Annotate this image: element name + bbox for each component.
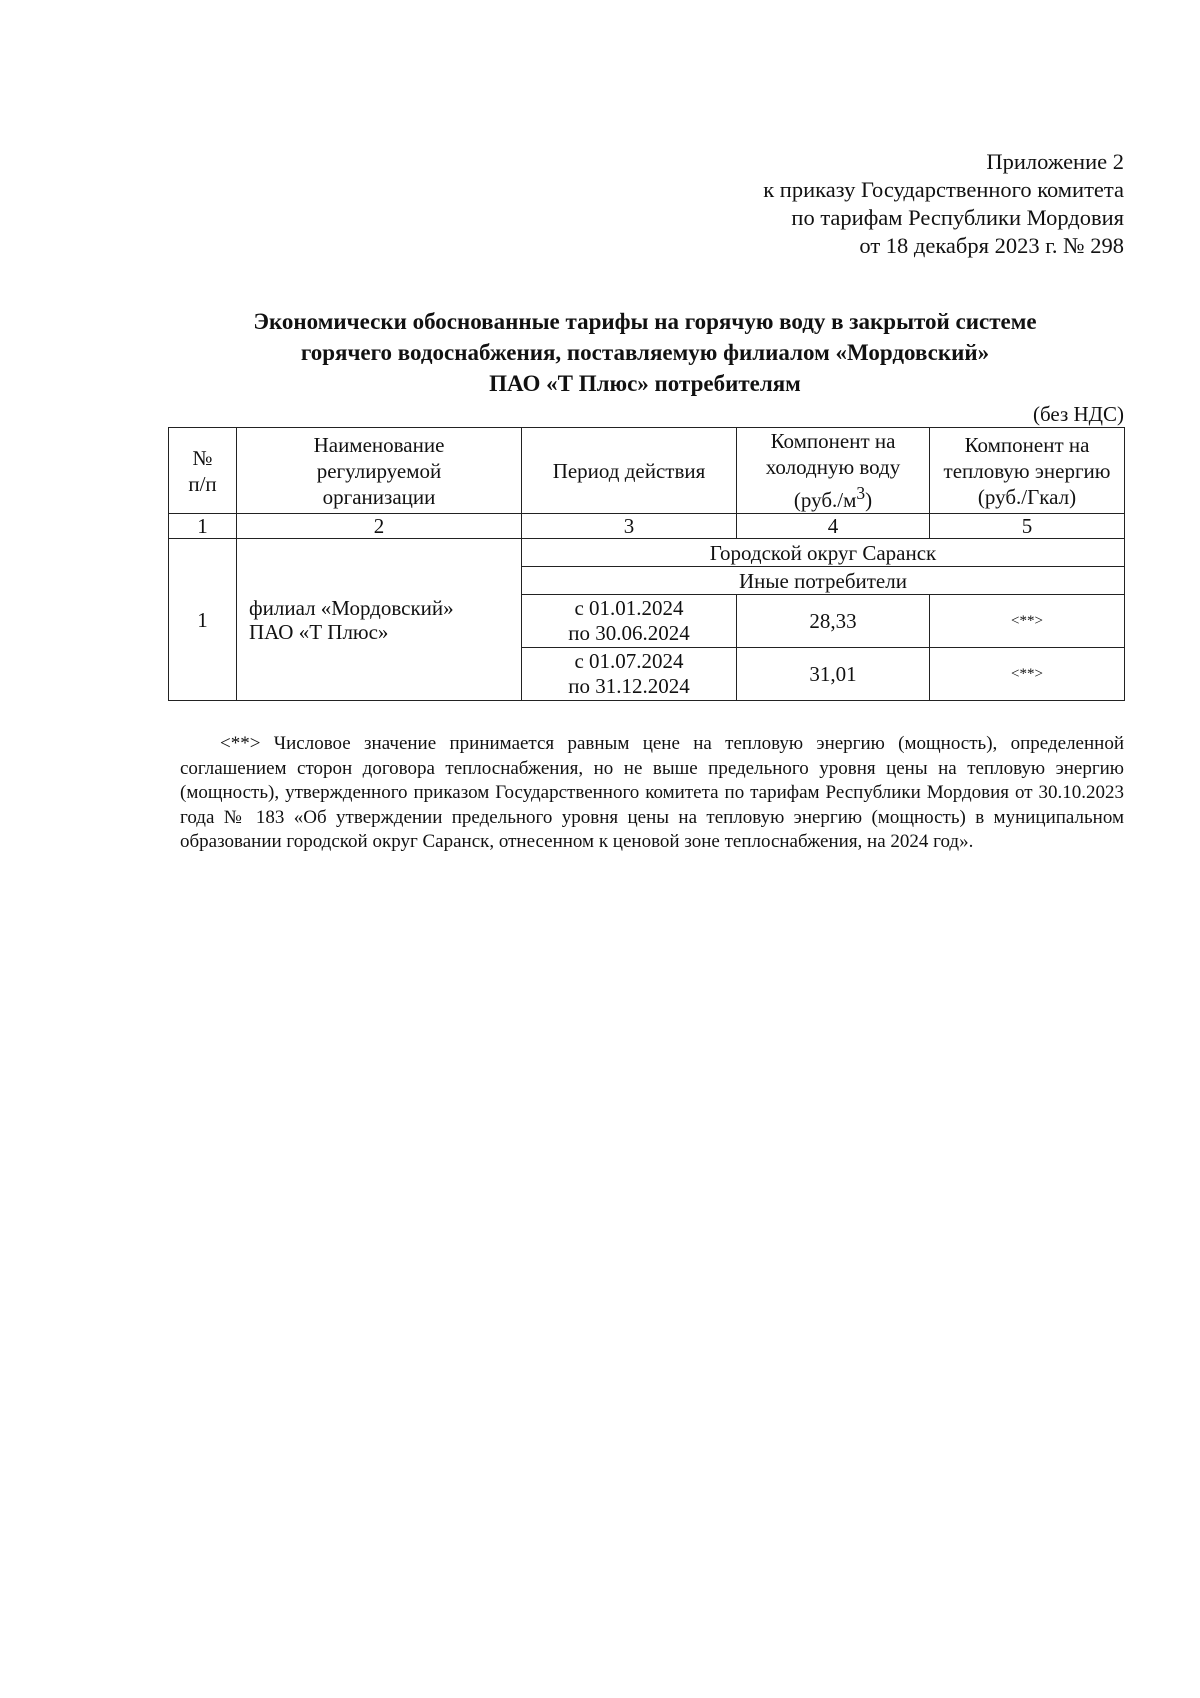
district-row	[169, 539, 1125, 567]
district-label: Городской округ Саранск	[522, 539, 1125, 567]
title-line-2: горячего водоснабжения, поставляемую филиалом «Мордовский»	[300, 340, 990, 365]
header-organization-line-3: организации	[322, 484, 436, 509]
header-organization-line-2: регулируемой	[316, 458, 442, 483]
header-cold-water	[737, 428, 930, 514]
header-heat-energy-line-2: тепловую энергию	[943, 458, 1111, 483]
period-from: с 01.01.2024	[574, 596, 684, 620]
appendix-reference	[763, 148, 1124, 260]
appendix-line-3: по тарифам Республики Мордовия	[791, 205, 1124, 230]
header-heat-energy	[930, 428, 1125, 514]
cold-water-value: 31,01	[737, 648, 930, 701]
header-number	[169, 428, 237, 514]
consumers-label: Иные потребители	[522, 567, 1125, 595]
period-from: с 01.07.2024	[574, 649, 684, 673]
table-header-row	[169, 428, 1125, 514]
header-cold-water-line-2: холодную воду	[765, 455, 901, 479]
column-number-row	[169, 514, 1125, 539]
column-number: 2	[237, 514, 522, 539]
header-number-line-1: №	[192, 445, 213, 470]
header-organization	[237, 428, 522, 514]
tariff-table	[168, 427, 1125, 701]
cold-unit-prefix: (руб./м	[793, 488, 857, 512]
cold-unit-suffix: )	[865, 488, 873, 512]
organization-line-1: филиал «Мордовский»	[249, 595, 454, 620]
column-number: 4	[737, 514, 930, 539]
column-number: 1	[169, 514, 237, 539]
footnote	[180, 732, 1124, 855]
cold-water-value: 28,33	[737, 595, 930, 648]
header-organization-line-1: Наименование	[313, 432, 445, 457]
period-to: по 31.12.2024	[568, 674, 690, 698]
header-heat-energy-line-3: (руб./Гкал)	[977, 484, 1077, 509]
column-number: 3	[522, 514, 737, 539]
appendix-line-2: к приказу Государственного комитета	[763, 177, 1124, 202]
row-number: 1	[169, 539, 237, 701]
appendix-line-4: от 18 декабря 2023 г. № 298	[859, 233, 1124, 258]
column-number: 5	[930, 514, 1125, 539]
title-line-1: Экономически обоснованные тарифы на горячую воду в закрытой системе	[253, 309, 1037, 334]
organization-name	[237, 539, 522, 701]
title-line-3: ПАО «Т Плюс» потребителям	[489, 371, 801, 396]
heat-energy-value: <**>	[930, 595, 1125, 648]
heat-energy-value: <**>	[930, 648, 1125, 701]
header-cold-water-unit	[741, 480, 925, 513]
header-cold-water-line-1: Компонент на	[770, 429, 896, 453]
header-period: Период действия	[522, 428, 737, 514]
footnote-text: <**> Числовое значение принимается равным цене на тепловую энергию (мощность), определенной соглашением сторон договора теплоснабжения, но не выше предельного уровня цены на тепловую энергию (мощность), утвержденного приказом Государственного комитета по тарифам Республики Мордовия от 30.10.2023 года № 183 «Об утверждении предельного уровня цены на тепловую энергию (мощность) в муниципальном образовании городской округ Саранск, отнесенном к ценовой зоне теплоснабжения, на 2024 год».	[180, 733, 1124, 852]
header-heat-energy-line-1: Компонент на	[964, 432, 1090, 457]
period-to: по 30.06.2024	[568, 621, 690, 645]
organization-line-2: ПАО «Т Плюс»	[249, 619, 389, 644]
vat-note: (без НДС)	[1032, 402, 1124, 426]
cold-unit-superscript: 3	[856, 483, 866, 503]
period-cell	[522, 648, 737, 701]
appendix-line-1: Приложение 2	[986, 149, 1124, 174]
header-number-line-2: п/п	[188, 471, 217, 496]
period-cell	[522, 595, 737, 648]
document-title	[150, 306, 1140, 399]
